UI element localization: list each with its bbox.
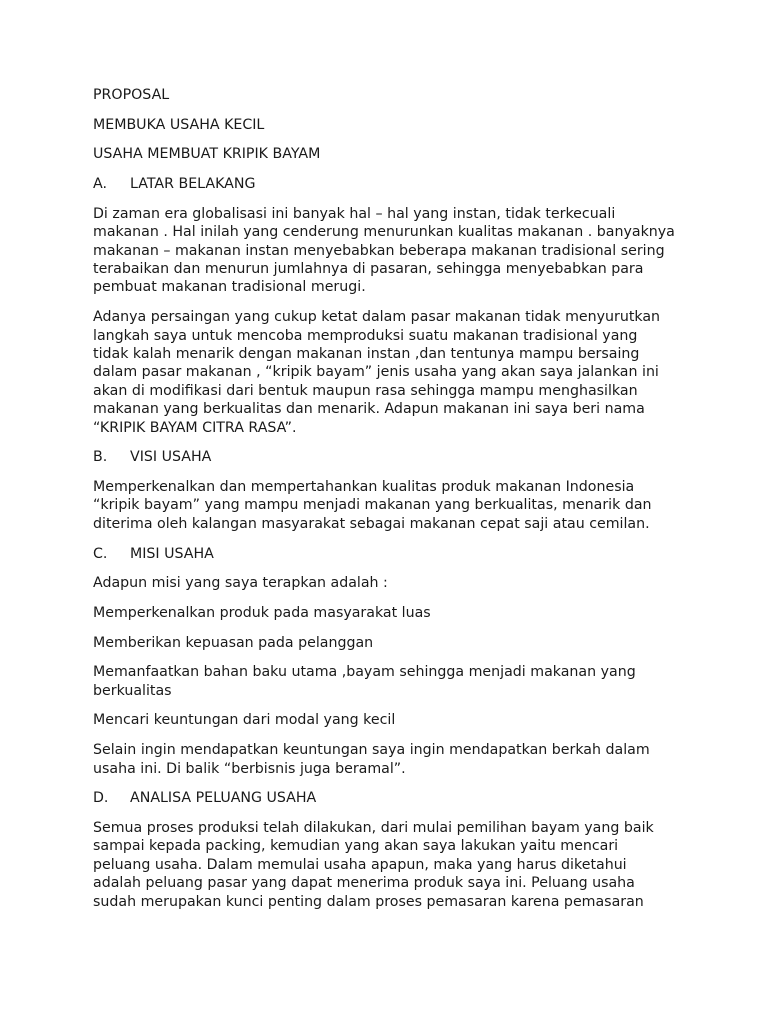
mission-item-1 [93, 604, 683, 622]
paragraph-d1 [93, 819, 683, 911]
paragraph-line: terabaikan dan menurun jumlahnya di pasaran, sehingga menyebabkan para [93, 261, 644, 278]
paragraph-line: peluang usaha. Dalam memulai usaha apapun, maka yang harus diketahui [93, 856, 627, 873]
mission-item-3 [93, 663, 683, 700]
section-heading-b [93, 448, 683, 466]
paragraph-line: “kripik bayam” yang mampu menjadi makanan yang berkualitas, menarik dan [93, 497, 652, 514]
paragraph-line: sudah merupakan kunci penting dalam proses pemasaran karena pemasaran [93, 893, 644, 910]
paragraph-line: dalam pasar makanan , “kripik bayam” jenis usaha yang akan saya jalankan ini [93, 364, 659, 381]
paragraph-line: Memanfaatkan bahan baku utama ,bayam sehingga menjadi makanan yang [93, 664, 636, 681]
section-title-a: LATAR BELAKANG [130, 176, 256, 193]
section-letter-c: C. [93, 545, 108, 562]
title-proposal: PROPOSAL [93, 87, 170, 103]
paragraph-line: Memperkenalkan produk pada masyarakat luas [93, 604, 431, 621]
paragraph-line: makanan – makanan instan menyebabkan beberapa makanan tradisional sering [93, 242, 665, 259]
paragraph-b1 [93, 478, 683, 533]
paragraph-line: Di zaman era globalisasi ini banyak hal – hal yang instan, tidak terkecuali [93, 205, 616, 222]
paragraph-c2 [93, 741, 683, 778]
paragraph-line: Mencari keuntungan dari modal yang kecil [93, 712, 396, 729]
paragraph-line: Memperkenalkan dan mempertahankan kualitas produk makanan Indonesia [93, 478, 635, 495]
paragraph-line: makanan . Hal inilah yang cenderung menurunkan kualitas makanan . banyaknya [93, 224, 675, 241]
paragraph-line: “KRIPIK BAYAM CITRA RASA”. [93, 419, 297, 436]
paragraph-line: tidak kalah menarik dengan makanan instan ,dan tentunya mampu bersaing [93, 345, 640, 362]
paragraph-line: pembuat makanan tradisional merugi. [93, 279, 366, 296]
paragraph-line: diterima oleh kalangan masyarakat sebagai makanan cepat saji atau cemilan. [93, 515, 650, 532]
section-letter-b: B. [93, 449, 108, 466]
paragraph-line: Selain ingin mendapatkan keuntungan saya ingin mendapatkan berkah dalam [93, 742, 650, 759]
paragraph-line: langkah saya untuk mencoba memproduksi suatu makanan tradisional yang [93, 327, 638, 344]
section-heading-a [93, 175, 683, 193]
mission-item-2 [93, 634, 683, 652]
document-body [93, 86, 683, 911]
section-letter-d: D. [93, 790, 109, 807]
paragraph-line: adalah peluang pasar yang dapat menerima produk saya ini. Peluang usaha [93, 875, 635, 892]
title-subtitle: MEMBUKA USAHA KECIL [93, 116, 265, 133]
paragraph-a2 [93, 308, 683, 437]
paragraph-a1 [93, 205, 683, 297]
paragraph-line: Memberikan kepuasan pada pelanggan [93, 634, 374, 651]
mission-item-4 [93, 711, 683, 729]
paragraph-line: Semua proses produksi telah dilakukan, dari mulai pemilihan bayam yang baik [93, 819, 654, 836]
paragraph-line: makanan yang berkualitas dan menarik. Adapun makanan ini saya beri nama [93, 401, 645, 418]
section-title-d: ANALISA PELUANG USAHA [130, 790, 317, 807]
paragraph-line: berkualitas [93, 682, 172, 699]
title-business-name: USAHA MEMBUAT KRIPIK BAYAM [93, 146, 321, 163]
section-title-c: MISI USAHA [130, 545, 214, 562]
paragraph-line: Adapun misi yang saya terapkan adalah : [93, 575, 388, 592]
paragraph-c1 [93, 574, 683, 592]
section-title-b: VISI USAHA [130, 449, 212, 466]
section-letter-a: A. [93, 176, 107, 193]
section-heading-c [93, 545, 683, 563]
paragraph-line: akan di modifikasi dari bentuk maupun rasa sehingga mampu menghasilkan [93, 382, 638, 399]
section-heading-d [93, 789, 683, 807]
paragraph-line: usaha ini. Di balik “berbisnis juga beramal”. [93, 760, 406, 777]
paragraph-line: Adanya persaingan yang cukup ketat dalam pasar makanan tidak menyurutkan [93, 309, 661, 326]
paragraph-line: sampai kepada packing, kemudian yang akan saya lakukan yaitu mencari [93, 838, 619, 855]
